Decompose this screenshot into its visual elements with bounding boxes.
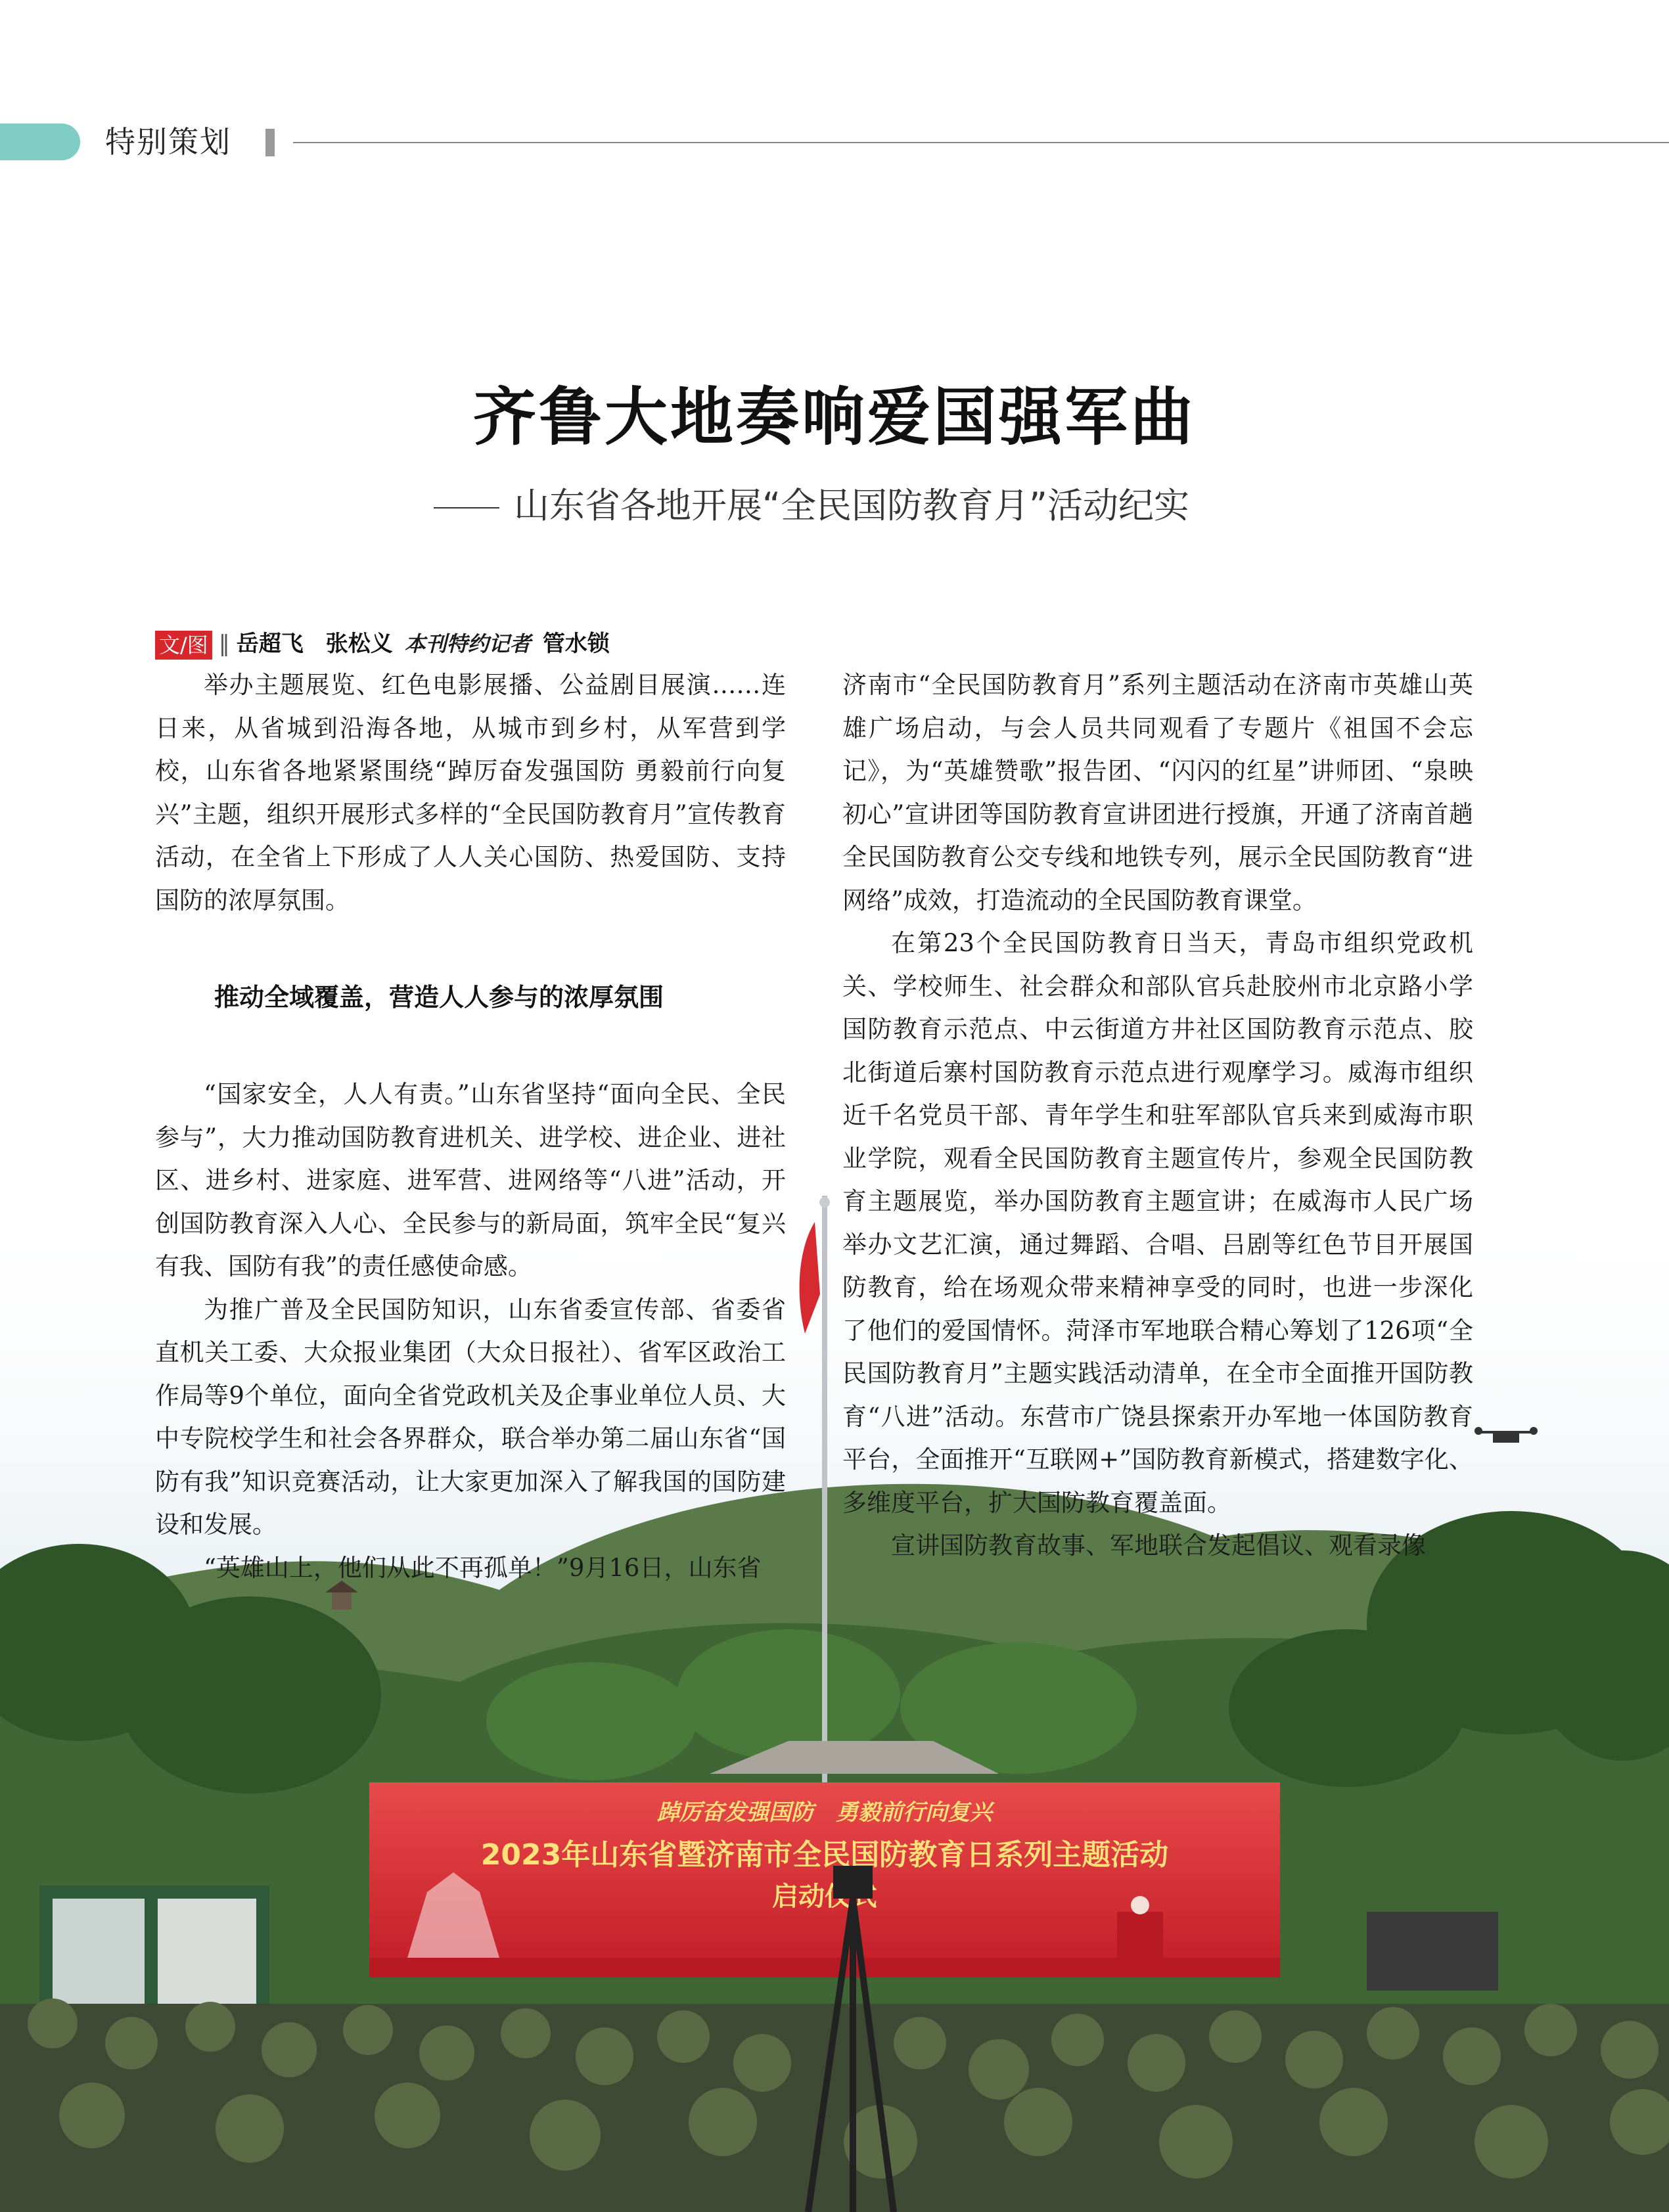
subtitle-text: 山东省各地开展“全民国防教育月”活动纪实 xyxy=(514,485,1189,526)
section-label: 特别策划 xyxy=(105,124,231,160)
banner-title: 2023年山东省暨济南市全民国防教育日系列主题活动 xyxy=(480,1838,1169,1872)
byline-role: 本刊特约记者 xyxy=(404,631,531,656)
paragraph: 在第23个全民国防教育日当天，青岛市组织党政机关、学校师生、社会群众和部队官兵赴胶州市北京路小学国防教育示范点、中云街道方井社区国防教育示范点、胶北街道后寨村国防教育示范点进行观摩学习。威海市组织近千名党员干部、青年学生和驻军部队官兵来到威海市职业学院，观看全民国防教育主题宣传片，参观全民国防教育主题展览，举办国防教育主题宣讲；在威海市人民广场举办文艺汇演，通过舞蹈、合唱、吕剧等红色节目开展国防教育，给在场观众带来精神享受的同时，也进一步深化了他们的爱国情怀。菏泽市军地联合精心筹划了126项“全民国防教育月”主题实践活动清单，在全市全面推开国防教育“八进”活动。东营市广饶县探索开办军地一体国防教育平台，全面推开“互联网+”国防教育新模式，搭建数字化、多维度平台，扩大国防教育覆盖面。 xyxy=(842,929,1473,1517)
byline-tag: 文/图 xyxy=(155,631,212,660)
article-title: 齐鲁大地奏响爱国强军曲 xyxy=(473,380,1196,454)
article-subtitle xyxy=(434,482,1189,530)
section-divider-bar xyxy=(265,129,275,156)
banner-subtitle: 启动仪式 xyxy=(772,1882,877,1912)
right-column xyxy=(842,664,1473,1568)
paragraph: 宣讲国防教育故事、军地联合发起倡议、观看录像 xyxy=(891,1531,1426,1560)
header-rule xyxy=(293,142,1669,143)
paragraph: 举办主题展览、红色电影展播、公益剧目展演……连日来，从省城到沿海各地，从城市到乡村，从军营到学校，山东省各地紧紧围绕“踔厉奋发强国防 勇毅前行向复兴”主题，组织开展形式多样的“全民国防教育月”宣传教育活动，在全省上下形成了人人关心国防、热爱国防、支持国防的浓厚氛围。 xyxy=(155,671,786,914)
subtitle-dash xyxy=(434,507,499,508)
section-marker xyxy=(0,124,80,160)
left-column xyxy=(155,664,786,1589)
byline-reporter: 管水锁 xyxy=(542,631,610,657)
paragraph: 济南市“全民国防教育月”系列主题活动在济南市英雄山英雄广场启动，与会人员共同观看了专题片《祖国不会忘记》，为“英雄赞歌”报告团、“闪闪的红星”讲师团、“泉映初心”宣讲团等国防教育宣讲团进行授旗，开通了济南首趟全民国防教育公交专线和地铁专列，展示全民国防教育“进网络”成效，打造流动的全民国防教育课堂。 xyxy=(842,671,1473,914)
paragraph: 为推广普及全民国防知识，山东省委宣传部、省委省直机关工委、大众报业集团（大众日报社）、省军区政治工作局等9个单位，面向全省党政机关及企事业单位人员、大中专院校学生和社会各界群众，联合举办第二届山东省“国防有我”知识竞赛活动，让大家更加深入了解我国的国防建设和发展。 xyxy=(155,1295,786,1539)
byline-authors: 岳超飞 张松义 xyxy=(236,631,393,657)
paragraph: “国家安全，人人有责。”山东省坚持“面向全民、全民参与”，大力推动国防教育进机关、进学校、进企业、进社区、进乡村、进家庭、进军营、进网络等“八进”活动，开创国防教育深入人心、全民参与的新局面，筑牢全民“复兴有我、国防有我”的责任感使命感。 xyxy=(155,1080,786,1280)
paragraph: “英雄山上，他们从此不再孤单！”9月16日，山东省 xyxy=(204,1553,762,1582)
banner-slogan: 踔厉奋发强国防 勇毅前行向复兴 xyxy=(657,1799,992,1826)
section-heading: 推动全域覆盖，营造人人参与的浓厚氛围 xyxy=(214,983,664,1012)
byline xyxy=(155,627,610,661)
byline-separator: ‖ xyxy=(218,631,230,657)
